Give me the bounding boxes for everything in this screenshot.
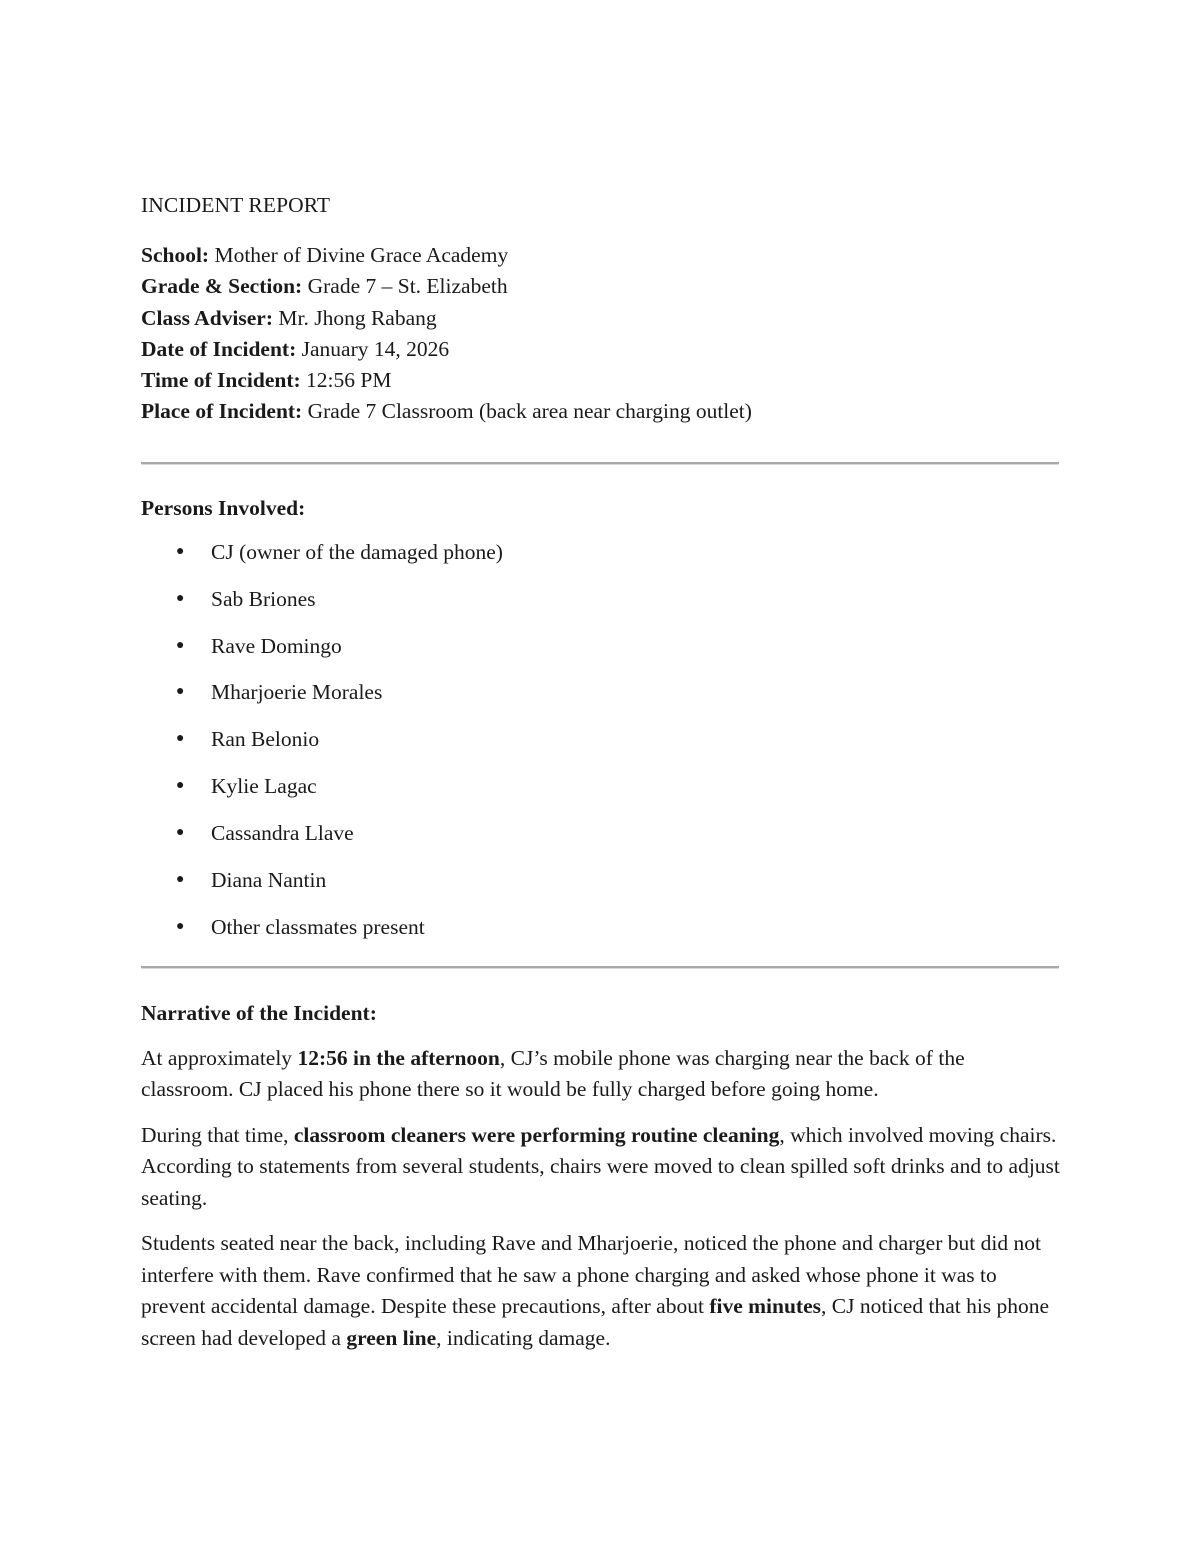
narrative-text: , which involved moving chairs. According to statements from several students, chairs were moved to clean spilled soft drinks and to adjust seating.	[141, 1122, 1060, 1210]
class-adviser-value: Mr. Jhong Rabang	[278, 305, 437, 330]
narrative-paragraph-3	[141, 1228, 1061, 1354]
class-adviser-field	[141, 303, 1061, 334]
narrative-emphasis: classroom cleaners were performing routine cleaning	[293, 1122, 780, 1147]
bullet-icon: ●	[176, 918, 185, 934]
person-name: Kylie Lagac	[211, 774, 317, 799]
bullet-icon: ●	[176, 731, 185, 747]
time-of-incident-field	[141, 365, 1061, 396]
horizontal-divider	[141, 462, 1059, 465]
time-of-incident-label: Time of Incident:	[141, 368, 301, 393]
persons-list	[141, 537, 1061, 959]
narrative-text: , CJ’s mobile phone was charging near the back of the classroom. CJ placed his phone there so it would be fully charged before going home.	[141, 1045, 965, 1102]
place-of-incident-value: Grade 7 Classroom (back area near charging outlet)	[307, 399, 752, 424]
bullet-icon: ●	[176, 543, 185, 559]
class-adviser-label: Class Adviser:	[141, 305, 273, 330]
narrative-text: During that time,	[141, 1122, 294, 1147]
bullet-icon: ●	[176, 872, 185, 888]
person-name: Rave Domingo	[211, 633, 342, 658]
grade-section-value: Grade 7 – St. Elizabeth	[307, 274, 508, 299]
narrative-paragraph-1	[141, 1043, 1061, 1106]
list-item	[141, 724, 1061, 771]
grade-section-label: Grade & Section:	[141, 274, 303, 299]
time-of-incident-value: 12:56 PM	[306, 368, 392, 393]
person-name: Ran Belonio	[211, 727, 320, 752]
report-details	[141, 240, 1061, 428]
narrative-text: , indicating damage.	[436, 1325, 611, 1350]
list-item	[141, 537, 1061, 584]
bullet-icon: ●	[176, 684, 185, 700]
person-name: Diana Nantin	[211, 868, 327, 893]
narrative-emphasis: 12:56 in the afternoon	[297, 1045, 500, 1070]
narrative-text: , CJ noticed that his phone screen had developed a	[141, 1294, 1050, 1350]
person-name: Cassandra Llave	[211, 821, 354, 846]
person-name: Mharjoerie Morales	[211, 680, 383, 705]
narrative-text: At approximately	[141, 1045, 298, 1070]
date-of-incident-label: Date of Incident:	[141, 336, 297, 361]
place-of-incident-field	[141, 396, 1061, 427]
list-item	[141, 771, 1061, 818]
persons-involved-heading: Persons Involved:	[141, 495, 306, 520]
person-name: Other classmates present	[211, 914, 425, 939]
grade-section-field	[141, 271, 1061, 302]
person-name: CJ (owner of the damaged phone)	[211, 539, 503, 564]
place-of-incident-label: Place of Incident:	[141, 399, 303, 424]
school-label: School:	[141, 243, 210, 267]
list-item	[141, 677, 1061, 724]
document-page	[141, 190, 1061, 1368]
narrative-emphasis: five minutes	[709, 1294, 821, 1319]
date-of-incident-field	[141, 334, 1061, 365]
bullet-icon: ●	[176, 825, 185, 841]
bullet-icon: ●	[176, 590, 185, 606]
narrative-emphasis: green line	[346, 1325, 437, 1350]
horizontal-divider	[141, 966, 1059, 969]
person-name: Sab Briones	[211, 586, 316, 611]
narrative-paragraph-2	[141, 1120, 1061, 1215]
list-item	[141, 912, 1061, 959]
school-value: Mother of Divine Grace Academy	[214, 243, 509, 267]
date-of-incident-value: January 14, 2026	[301, 336, 450, 361]
bullet-icon: ●	[176, 778, 185, 794]
list-item	[141, 818, 1061, 865]
bullet-icon: ●	[176, 637, 185, 653]
school-field	[141, 240, 1061, 271]
list-item	[141, 584, 1061, 631]
narrative-text: Students seated near the back, including Rave and Mharjoerie, noticed the phone and charger but did not interfere with them. Rave confirmed that he saw a phone charging and asked whose phone it was to prevent accidental damage. Despite these precautions, after about	[141, 1231, 1041, 1319]
report-title: INCIDENT REPORT	[141, 193, 331, 217]
list-item	[141, 865, 1061, 912]
narrative-heading: Narrative of the Incident:	[141, 1000, 377, 1025]
list-item	[141, 631, 1061, 678]
